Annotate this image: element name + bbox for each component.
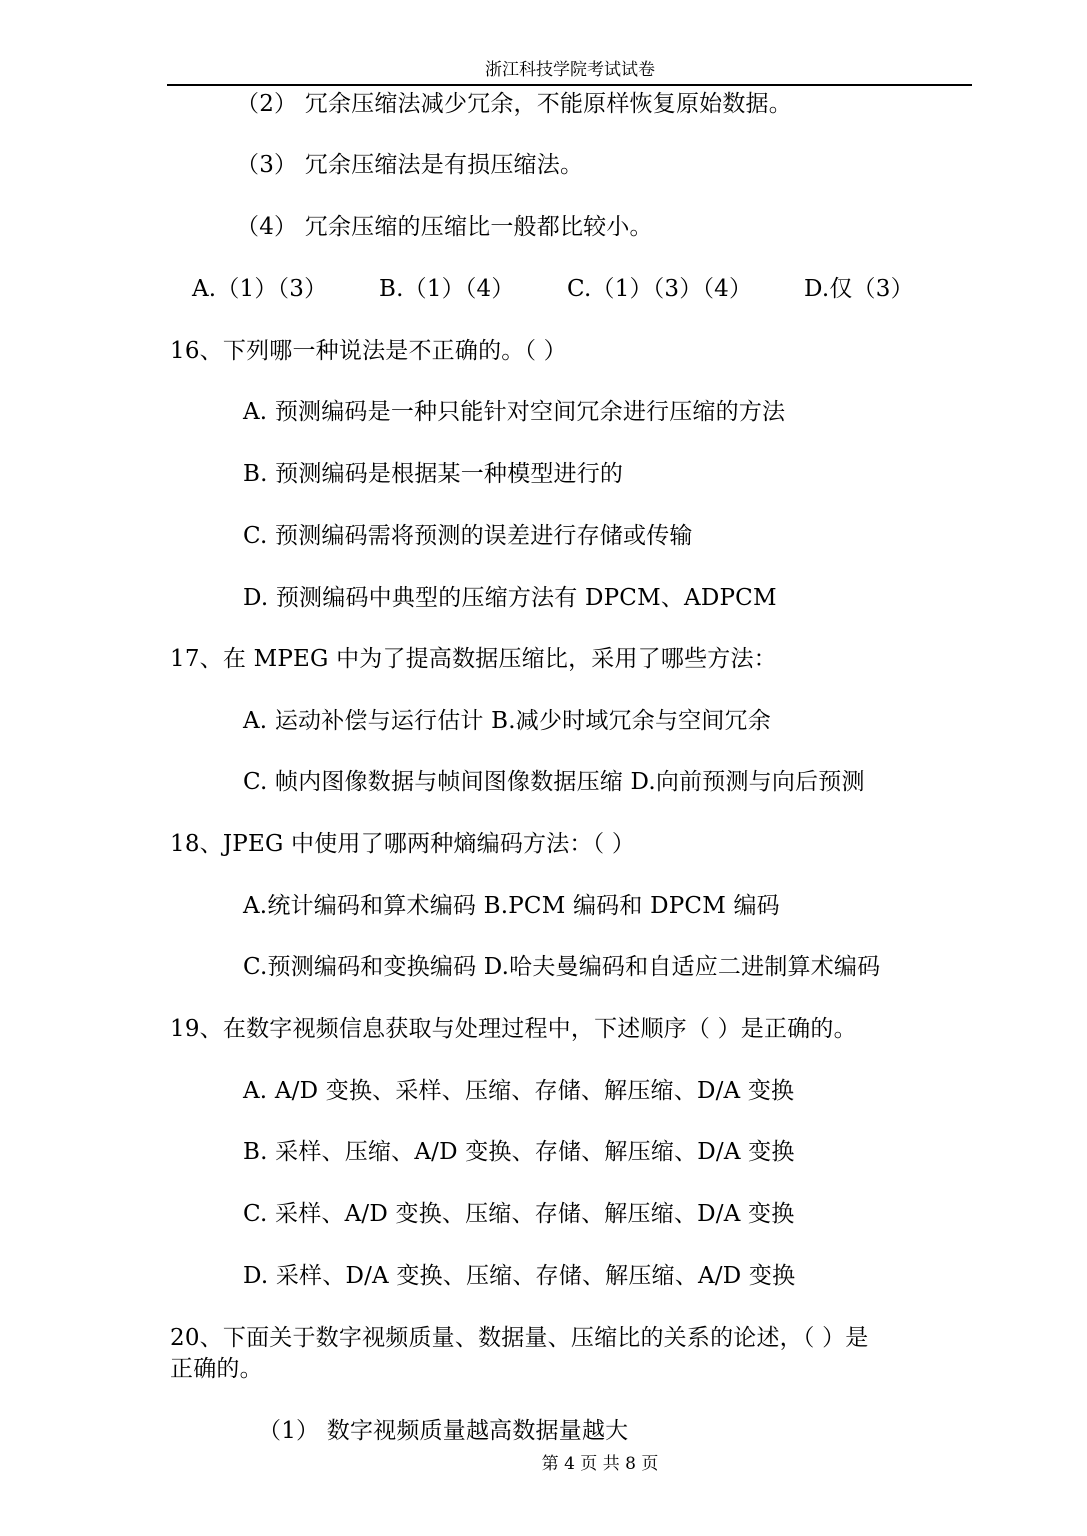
q19-option-d: D. 采样、D/A 变换、压缩、存储、解压缩、A/D 变换	[243, 1263, 796, 1289]
q18-options-cd: C.预测编码和变换编码 D.哈夫曼编码和自适应二进制算术编码	[243, 954, 881, 980]
q15-option-c: C.（1）（3）（4）	[567, 276, 753, 302]
q16-option-b: B. 预测编码是根据某一种模型进行的	[243, 461, 624, 487]
q16-stem: 16、下列哪一种说法是不正确的。（ ）	[170, 338, 567, 364]
q20-item-1: （1） 数字视频质量越高数据量越大	[258, 1418, 629, 1444]
q19-option-a: A. A/D 变换、采样、压缩、存储、解压缩、D/A 变换	[243, 1078, 795, 1104]
q16-option-d: D. 预测编码中典型的压缩方法有 DPCM、ADPCM	[243, 585, 777, 611]
q15-options	[192, 272, 914, 306]
q18-stem: 18、JPEG 中使用了哪两种熵编码方法：（ ）	[170, 831, 636, 857]
header-divider	[167, 84, 972, 86]
q19-option-b: B. 采样、压缩、A/D 变换、存储、解压缩、D/A 变换	[243, 1139, 795, 1165]
q18-options-ab: A.统计编码和算术编码 B.PCM 编码和 DPCM 编码	[243, 893, 780, 919]
q20-stem-line2: 正确的。	[170, 1356, 263, 1382]
q17-stem: 17、在 MPEG 中为了提高数据压缩比，采用了哪些方法：	[170, 646, 777, 672]
q16-option-c: C. 预测编码需将预测的误差进行存储或传输	[243, 523, 693, 549]
q15-item-4: （4） 冗余压缩的压缩比一般都比较小。	[236, 214, 653, 240]
page-header-title: 浙江科技学院考试试卷	[485, 60, 655, 80]
page-number-footer: 第 4 页 共 8 页	[541, 1454, 659, 1474]
q15-option-b: B.（1）（4）	[379, 276, 515, 302]
q20-stem-line1: 20、下面关于数字视频质量、数据量、压缩比的关系的论述，（ ）是	[170, 1325, 869, 1351]
q19-stem: 19、在数字视频信息获取与处理过程中，下述顺序（ ）是正确的。	[170, 1016, 857, 1042]
q15-item-3: （3） 冗余压缩法是有损压缩法。	[236, 152, 584, 178]
q15-item-2: （2） 冗余压缩法减少冗余，不能原样恢复原始数据。	[236, 91, 792, 117]
q19-option-c: C. 采样、A/D 变换、压缩、存储、解压缩、D/A 变换	[243, 1201, 795, 1227]
q17-options-cd: C. 帧内图像数据与帧间图像数据压缩 D.向前预测与向后预测	[243, 769, 865, 795]
q15-option-d: D.仅（3）	[804, 276, 914, 302]
q15-option-a: A.（1）（3）	[192, 276, 328, 302]
q16-option-a: A. 预测编码是一种只能针对空间冗余进行压缩的方法	[243, 399, 786, 425]
q17-options-ab: A. 运动补偿与运行估计 B.减少时域冗余与空间冗余	[243, 708, 771, 734]
